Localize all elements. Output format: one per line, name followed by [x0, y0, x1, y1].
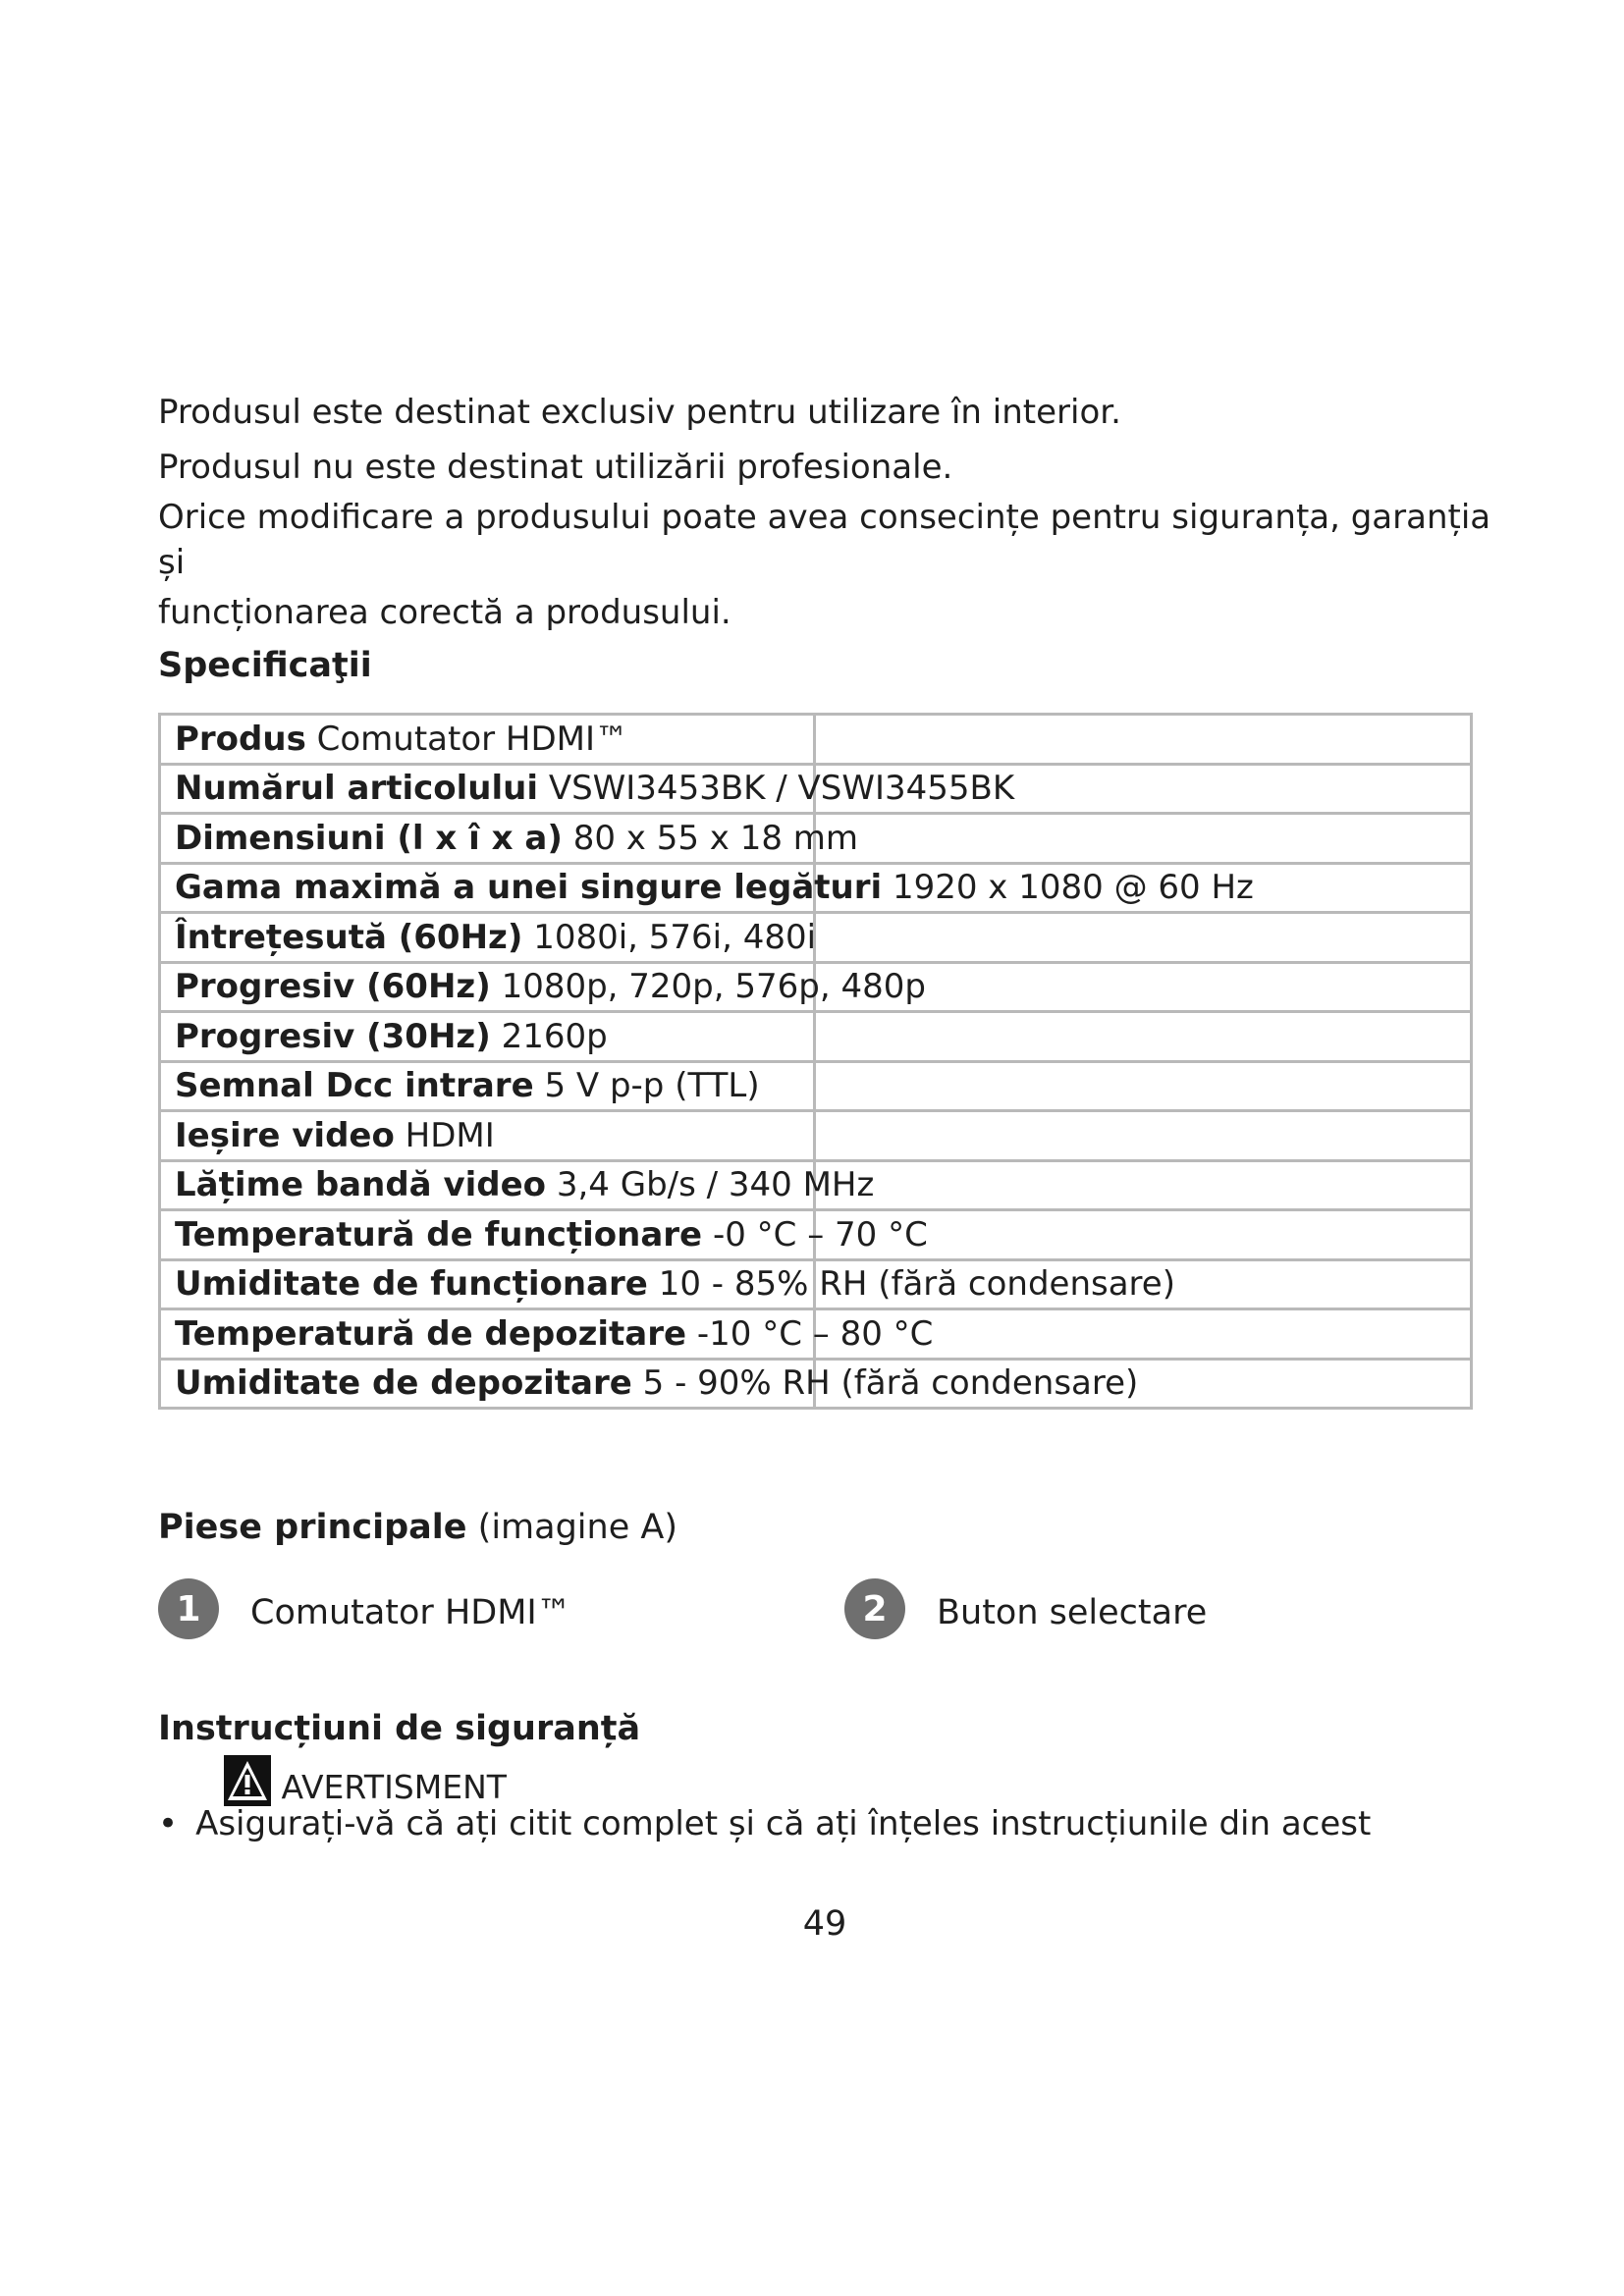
spec-cell: [160, 1061, 815, 1111]
spec-row: [160, 1061, 1472, 1111]
part-label: Buton selectare: [937, 1593, 1208, 1632]
spec-row: [160, 715, 1472, 765]
spec-cell-empty: [815, 814, 1472, 864]
spec-label: Umiditate de funcționare: [175, 1264, 648, 1305]
intro-line-3: Orice modificare a produsului poate avea consecințe pentru siguranța, garanția și: [158, 498, 1491, 582]
spec-value: 1920 x 1080 @ 60 Hz: [892, 868, 1254, 908]
spec-label: Produs: [175, 719, 306, 759]
spec-label: Semnal Dcc intrare: [175, 1066, 534, 1106]
specs-heading: Specificaţii: [158, 646, 372, 685]
spec-row: [160, 1309, 1472, 1360]
spec-value: 2160p: [501, 1016, 608, 1056]
spec-row-text: [175, 819, 858, 858]
spec-row: [160, 962, 1472, 1012]
spec-row: [160, 1259, 1472, 1309]
safety-bullet-1: [158, 1804, 1371, 1843]
spec-row: [160, 913, 1472, 963]
spec-row-text: [175, 1264, 1175, 1304]
spec-label: Temperatură de funcționare: [175, 1214, 703, 1255]
spec-label: Lățime bandă video: [175, 1165, 547, 1205]
spec-value: 1080p, 720p, 576p, 480p: [501, 967, 926, 1007]
spec-row-text: [175, 1165, 874, 1204]
part-item-2: [844, 1578, 1207, 1639]
spec-row: [160, 1160, 1472, 1210]
spec-cell: [160, 814, 859, 864]
spec-value: Comutator HDMI™: [316, 719, 629, 759]
spec-row: [160, 814, 1472, 864]
spec-cell: [160, 1012, 815, 1062]
warning-label: [224, 1755, 507, 1806]
spec-cell: [160, 764, 1015, 814]
spec-row: [160, 863, 1472, 913]
spec-label: Dimensiuni (l x î x a): [175, 818, 563, 858]
spec-value: 1080i, 576i, 480i: [533, 917, 817, 957]
spec-cell-empty: [815, 1012, 1472, 1062]
spec-row-text: [175, 769, 1014, 808]
specs-table: [158, 713, 1473, 1410]
spec-row-text: [175, 1363, 1138, 1403]
spec-label: Temperatură de depozitare: [175, 1313, 687, 1354]
page-number: 49: [802, 1904, 847, 1944]
part-item-1: [158, 1578, 571, 1639]
intro-text: [158, 385, 1493, 640]
spec-row-text: [175, 967, 926, 1006]
spec-row-text: [175, 1116, 495, 1155]
spec-cell: [160, 1111, 815, 1161]
part-number-badge: 2: [844, 1578, 905, 1639]
spec-label: Întrețesută (60Hz): [175, 917, 523, 957]
intro-line-4: funcționarea corectă a produsului.: [158, 593, 731, 632]
spec-value: -0 °C – 70 °C: [712, 1214, 928, 1255]
spec-cell: [160, 1210, 928, 1260]
spec-cell: [160, 1359, 1139, 1409]
spec-cell-empty: [815, 1061, 1472, 1111]
spec-value: VSWI3453BK / VSWI3455BK: [548, 769, 1015, 809]
spec-cell: [160, 913, 815, 963]
spec-row-text: [175, 1066, 760, 1105]
spec-value: HDMI: [405, 1115, 495, 1155]
spec-cell: [160, 1259, 1175, 1309]
part-number-badge: 1: [158, 1578, 219, 1639]
spec-row: [160, 1210, 1472, 1260]
spec-label: Progresiv (60Hz): [175, 967, 491, 1007]
warning-icon: [224, 1755, 271, 1806]
spec-row: [160, 764, 1472, 814]
spec-label: Numărul articolului: [175, 769, 538, 809]
bullet-dot: •: [158, 1804, 179, 1843]
spec-cell-empty: [815, 913, 1472, 963]
parts-heading-note: (imagine A): [477, 1508, 677, 1547]
spec-cell: [160, 1309, 934, 1360]
parts-heading-bold: Piese principale: [158, 1508, 467, 1547]
spec-label: Umiditate de depozitare: [175, 1363, 632, 1404]
spec-cell-empty: [815, 715, 1472, 765]
spec-cell-empty: [815, 1160, 1472, 1210]
part-label: Comutator HDMI™: [250, 1593, 571, 1632]
spec-label: Gama maximă a unei singure legături: [175, 868, 883, 908]
spec-row-text: [175, 918, 816, 957]
bullet-text: Asigurați-vă că ați citit complet și că ați înțeles instrucțiunile din acest: [195, 1804, 1372, 1843]
safety-heading: Instrucțiuni de siguranță: [158, 1709, 641, 1748]
spec-value: -10 °C – 80 °C: [696, 1313, 934, 1354]
spec-value: 10 - 85% RH (fără condensare): [658, 1264, 1175, 1305]
spec-row-text: [175, 1017, 608, 1056]
spec-row: [160, 1111, 1472, 1161]
spec-label: Progresiv (30Hz): [175, 1016, 491, 1056]
spec-row-text: [175, 1314, 933, 1354]
spec-value: 80 x 55 x 18 mm: [572, 818, 859, 858]
spec-cell: [160, 863, 1254, 913]
spec-row: [160, 1012, 1472, 1062]
spec-cell-empty: [815, 1111, 1472, 1161]
spec-value: 3,4 Gb/s / 340 MHz: [556, 1165, 875, 1205]
spec-row-text: [175, 1215, 928, 1255]
intro-line-2: Produsul nu este destinat utilizării profesionale.: [158, 448, 953, 487]
warning-text: AVERTISMENT: [281, 1768, 507, 1806]
intro-line-1: Produsul este destinat exclusiv pentru utilizare în interior.: [158, 393, 1121, 432]
spec-row: [160, 1359, 1472, 1409]
parts-heading: [158, 1508, 677, 1547]
spec-row-text: [175, 868, 1254, 907]
spec-cell: [160, 715, 815, 765]
spec-value: 5 - 90% RH (fără condensare): [642, 1363, 1139, 1404]
spec-cell: [160, 1160, 875, 1210]
spec-row-text: [175, 720, 628, 759]
spec-value: 5 V p-p (TTL): [544, 1066, 760, 1106]
spec-label: Ieșire video: [175, 1115, 395, 1155]
spec-cell: [160, 962, 926, 1012]
